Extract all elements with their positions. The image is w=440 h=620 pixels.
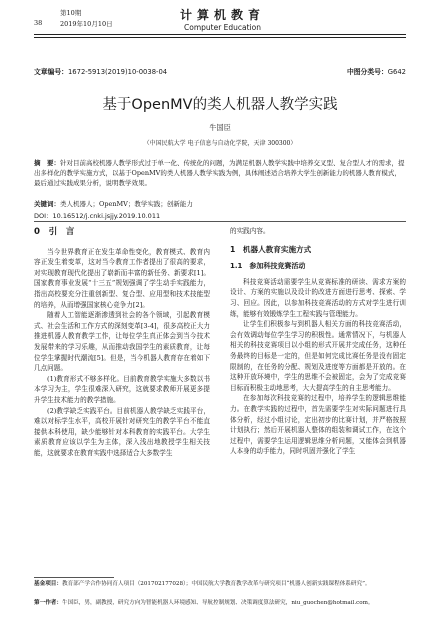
header-rule-thin [34, 37, 406, 38]
keywords-text: 类人机器人；OpenMV；教学实践；创新能力 [60, 200, 193, 208]
keywords [34, 199, 406, 208]
abstract-text: 针对目前高校机器人教学形式过于单一化、传统化的问题，为满足机器人教学实践中培养交叉型、复合型人才的需求，提出多样化的教学实施方式，以基于OpenMV的类人机器人教学实践为例，具体阐述适合培养大学生创新能力的机器人教育模式，最后通过实践成果分析，说明教学效果。 [34, 159, 405, 188]
paragraph: (2)教学缺乏实践平台。目前机器人教学缺乏实践平台，难以对标学生水平，高校开展针对研究生的教学平台不能直接供本科使用，缺少能够针对本科教育的实践平台。大学生素质教育应该以学生为主体，深入浅出地教授学生相关技能，这就要求在教育实践中选择适合大多数学生 [34, 406, 210, 457]
author-affiliation: （中国民航大学 电子信息与自动化学院，天津 300300） [143, 140, 297, 147]
right-column [230, 226, 406, 457]
publication-date: 2019年10月10日 [60, 20, 113, 28]
footnote-fund: 基金项目：教育部产学合作协同育人项目（201702177028）；中国民航大学教育教学改革与研究项目“机器人创新实践课程体系研究”。 [34, 581, 371, 587]
paragraph: (1)教育形式不够多样化。目前教育教学实施大多数以书本学习为主，学生很难深入研究，这就要求教师开展更多提升学生技术能力的教学措施。 [34, 374, 210, 404]
subsection-heading-1-1: 1.1 参加科技竞赛活动 [230, 262, 306, 271]
keywords-label: 关键词： [34, 200, 60, 208]
author-name: 牛国臣 [209, 123, 231, 132]
abstract-separator [34, 221, 406, 222]
journal-title-cn: 计算机教育 [180, 8, 266, 22]
left-column [34, 226, 210, 458]
doi: DOI：10.16512/j.cnki.jsjjy.2019.10.011 [34, 212, 161, 220]
paragraph: 随着人工智能逐渐渗透到社会的各个领域，引起教育模式、社会生活和工作方式的深刻变革[3-4]，很多高校正大力推进机器人教育教学工作，让每位学生真正体会到当今技术发展带来的学习乐趣，从而推动我国学生的素质教育，让每位学生掌握时代潮流[5]。但是，当今机器人教育存在着如下几点问题。 [34, 311, 210, 373]
issue-number: 第10期 [60, 9, 82, 17]
paragraph: 当今世界教育正在发生革命性变化，教育模式、教育内容正发生着变革，这对当今教育工作者提出了很高的要求，对实现教育现代化提出了崭新而丰富的新任务、新要求[1]。国家教育事业发展“十三五”规划强调了学生动手实践能力，指出高校要充分注重创新型、复合型、应用型和技术技能型的培养，从而增强国家核心竞争力[2]。 [34, 247, 210, 309]
section-heading-1: 1 机器人教育实施方式 [230, 244, 312, 254]
section-heading-intro: 0 引 言 [34, 227, 75, 237]
header-rule [34, 34, 406, 35]
article-number: 文章编号：1672-5913(2019)10-0038-04 [34, 68, 168, 76]
journal-title-en: Computer Education [184, 23, 262, 32]
clc-number: 中图分类号：G642 [346, 68, 406, 76]
footnote-separator [34, 577, 114, 578]
page-header [34, 4, 406, 48]
paragraph: 在参加每次科技竞赛的过程中，培养学生的逻辑思维能力。在教学实践的过程中，首先需要学生对实际问题进行具体分析，经过小组讨论，定出初步的比赛计划，并严格按照计划执行；然后开展机器人整体的组装和调试工作，在这个过程中，需要学生运用逻辑思维分析问题，又能体会到机器人本身的动手能力，同时巩固并强化了学生 [230, 394, 406, 456]
footnote-author: 第一作者：牛国臣，男，副教授，研究方向为智能机器人环境感知、导航控制规划、决策调度算法研究，niu_guochen@hotmail.com。 [34, 600, 374, 606]
paragraph: 让学生们积极参与到机器人相关方面的科技竞赛活动，会有效调动每位学生学习的积极性。通常情况下，与机器人相关的科技竞赛项目以小组的形式开展并完成任务，这种任务最终的目标是一定的，但是如何完成比赛任务是没有固定限制的，在任务的分配、规划及进度等方面都是开放的。在这种开放环境中，学生的思维不会被固定，会为了完成竞赛目标而积极主动地思考，大大提高学生的自主思考能力。 [230, 320, 406, 392]
abstract-label: 摘 要： [34, 159, 60, 167]
abstract [34, 158, 406, 189]
paper-title: 基于OpenMV的类人机器人教学实践 [102, 97, 338, 113]
paragraph-continuation: 的实践内容。 [230, 227, 270, 235]
paragraph: 科技竞赛活动需要学生从竞赛标准的研读、需求方案的设计、方案的实施以及设计的改进方面进行思考、探索、学习、回应。因此，以参加科技竞赛活动的方式对学生进行训练，能够有效锻炼学生工程实践与管理能力。 [230, 277, 406, 318]
page-number: 38 [34, 19, 43, 27]
